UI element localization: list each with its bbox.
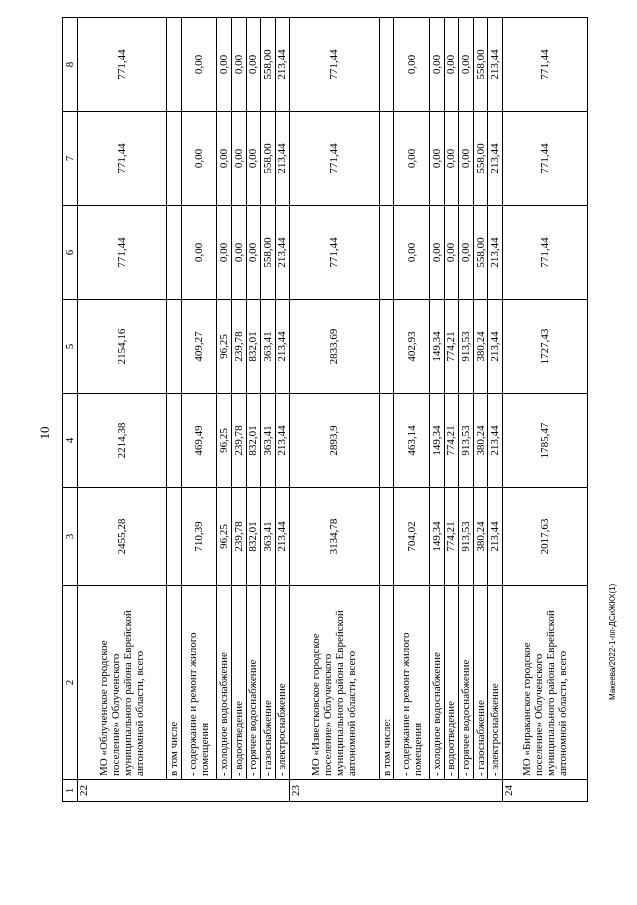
document-reference-text: Макеева/2022-1-пп-ДСиЖКХ(1)	[608, 583, 617, 700]
value-cell-c5: 2833,69	[290, 300, 380, 394]
value-cell-c3: 704,02	[394, 488, 430, 586]
row-label-cell: - горячее водоснабжение	[246, 586, 261, 780]
table-row	[246, 18, 261, 802]
row-index-cell: 22	[77, 780, 290, 802]
table-row	[473, 18, 488, 802]
row-label-cell: - электроснабжение	[488, 586, 503, 780]
value-cell-c7: 213,44	[275, 112, 290, 206]
value-cell-c8: 213,44	[488, 18, 503, 112]
row-label-cell: - газоснабжение	[473, 586, 488, 780]
header-cell: 7	[63, 112, 78, 206]
value-cell-c4: 363,41	[261, 394, 276, 488]
value-cell-c8: 213,44	[275, 18, 290, 112]
value-cell-c5: 380,24	[473, 300, 488, 394]
table-row	[261, 18, 276, 802]
row-label-cell: - холодное водоснабжение	[430, 586, 445, 780]
value-cell-c4: 96,25	[217, 394, 232, 488]
value-cell-c6: 771,44	[290, 206, 380, 300]
value-cell-c7	[167, 112, 182, 206]
value-cell-c7: 213,44	[488, 112, 503, 206]
row-label-cell: - электроснабжение	[275, 586, 290, 780]
value-cell-c7: 771,44	[502, 112, 587, 206]
value-cell-c6: 771,44	[77, 206, 167, 300]
value-cell-c5: 409,27	[181, 300, 217, 394]
value-cell-c7	[379, 112, 394, 206]
value-cell-c6	[167, 206, 182, 300]
value-cell-c8: 0,00	[217, 18, 232, 112]
rotated-table-container	[62, 18, 588, 802]
value-cell-c3: 380,24	[473, 488, 488, 586]
value-cell-c6	[379, 206, 394, 300]
value-cell-c4: 149,34	[430, 394, 445, 488]
value-cell-c3: 774,21	[444, 488, 459, 586]
value-cell-c4: 213,44	[275, 394, 290, 488]
table-row	[488, 18, 503, 802]
value-cell-c8: 771,44	[290, 18, 380, 112]
value-cell-c5: 363,41	[261, 300, 276, 394]
table-row	[181, 18, 217, 802]
value-cell-c3	[379, 488, 394, 586]
value-cell-c5	[167, 300, 182, 394]
header-cell: 3	[63, 488, 78, 586]
value-cell-c7: 0,00	[181, 112, 217, 206]
value-cell-c4: 239,78	[232, 394, 247, 488]
value-cell-c4: 2214,38	[77, 394, 167, 488]
value-cell-c5: 96,25	[217, 300, 232, 394]
row-label-cell: - холодное водоснабжение	[217, 586, 232, 780]
row-label-cell: - содержание и ремонт жилого помещения	[181, 586, 217, 780]
value-cell-c7: 0,00	[394, 112, 430, 206]
value-cell-c6: 0,00	[181, 206, 217, 300]
value-cell-c6: 0,00	[430, 206, 445, 300]
table-row	[232, 18, 247, 802]
value-cell-c4: 832,01	[246, 394, 261, 488]
value-cell-c3: 149,34	[430, 488, 445, 586]
table-row	[275, 18, 290, 802]
value-cell-c6: 0,00	[232, 206, 247, 300]
row-index-cell: 23	[290, 780, 503, 802]
value-cell-c3: 239,78	[232, 488, 247, 586]
row-label-cell: - газоснабжение	[261, 586, 276, 780]
page-number: 10	[37, 426, 52, 440]
value-cell-c6: 0,00	[246, 206, 261, 300]
row-index-cell: 24	[502, 780, 587, 802]
value-cell-c8: 0,00	[459, 18, 474, 112]
value-cell-c8: 0,00	[444, 18, 459, 112]
value-cell-c8	[167, 18, 182, 112]
value-cell-c7: 771,44	[290, 112, 380, 206]
value-cell-c5: 213,44	[488, 300, 503, 394]
value-cell-c8: 558,00	[261, 18, 276, 112]
value-cell-c5: 2154,16	[77, 300, 167, 394]
value-cell-c4	[167, 394, 182, 488]
row-label-cell: в том числе	[167, 586, 182, 780]
value-cell-c5: 402,93	[394, 300, 430, 394]
header-cell: 4	[63, 394, 78, 488]
table-row	[167, 18, 182, 802]
header-cell: 6	[63, 206, 78, 300]
value-cell-c3: 363,41	[261, 488, 276, 586]
value-cell-c7: 558,00	[261, 112, 276, 206]
value-cell-c6: 0,00	[444, 206, 459, 300]
value-cell-c7: 0,00	[459, 112, 474, 206]
table-row	[444, 18, 459, 802]
value-cell-c7: 0,00	[232, 112, 247, 206]
header-cell: 2	[63, 586, 78, 780]
value-cell-c3: 213,44	[488, 488, 503, 586]
header-cell: 1	[63, 780, 78, 802]
value-cell-c6: 558,00	[473, 206, 488, 300]
value-cell-c4: 463,14	[394, 394, 430, 488]
header-cell: 5	[63, 300, 78, 394]
value-cell-c8: 0,00	[181, 18, 217, 112]
table-header-row	[63, 18, 78, 802]
value-cell-c7: 0,00	[217, 112, 232, 206]
value-cell-c8: 0,00	[246, 18, 261, 112]
value-cell-c4: 380,24	[473, 394, 488, 488]
value-cell-c4: 1785,47	[502, 394, 587, 488]
value-cell-c6: 0,00	[394, 206, 430, 300]
value-cell-c3: 3134,78	[290, 488, 380, 586]
table-row	[77, 18, 167, 802]
row-label-cell: - водоотведение	[232, 586, 247, 780]
row-label-cell: в том числе:	[379, 586, 394, 780]
value-cell-c3: 96,25	[217, 488, 232, 586]
value-cell-c8: 771,44	[502, 18, 587, 112]
value-cell-c3: 710,39	[181, 488, 217, 586]
value-cell-c8: 0,00	[232, 18, 247, 112]
value-cell-c3: 2455,28	[77, 488, 167, 586]
value-cell-c5: 149,34	[430, 300, 445, 394]
value-cell-c6: 771,44	[502, 206, 587, 300]
table-row	[430, 18, 445, 802]
value-cell-c5: 913,53	[459, 300, 474, 394]
value-cell-c7: 0,00	[430, 112, 445, 206]
table-row	[217, 18, 232, 802]
row-label-cell: МО «Бираканское городское поселение» Облученского муниципального района Еврейской автономной области, всего	[502, 586, 587, 780]
value-cell-c6: 0,00	[217, 206, 232, 300]
row-label-cell: - содержание и ремонт жилого помещения	[394, 586, 430, 780]
table-row	[379, 18, 394, 802]
value-cell-c3: 913,53	[459, 488, 474, 586]
row-label-cell: - горячее водоснабжение	[459, 586, 474, 780]
value-cell-c8	[379, 18, 394, 112]
value-cell-c6: 213,44	[488, 206, 503, 300]
row-label-cell: - водоотведение	[444, 586, 459, 780]
value-cell-c8: 558,00	[473, 18, 488, 112]
table-row	[394, 18, 430, 802]
value-cell-c4	[379, 394, 394, 488]
value-cell-c3: 2017,63	[502, 488, 587, 586]
value-cell-c6: 0,00	[459, 206, 474, 300]
value-cell-c8: 0,00	[430, 18, 445, 112]
value-cell-c8: 0,00	[394, 18, 430, 112]
value-cell-c4: 913,53	[459, 394, 474, 488]
value-cell-c4: 2893,9	[290, 394, 380, 488]
value-cell-c3	[167, 488, 182, 586]
value-cell-c5: 213,44	[275, 300, 290, 394]
table-row	[459, 18, 474, 802]
value-cell-c4: 213,44	[488, 394, 503, 488]
value-cell-c5: 1727,43	[502, 300, 587, 394]
row-label-cell: МО «Облученское городское поселение» Облученского муниципального района Еврейской автономной области, всего	[77, 586, 167, 780]
value-cell-c5	[379, 300, 394, 394]
value-cell-c3: 832,01	[246, 488, 261, 586]
value-cell-c6: 558,00	[261, 206, 276, 300]
value-cell-c7: 558,00	[473, 112, 488, 206]
table-row	[502, 18, 587, 802]
value-cell-c5: 832,01	[246, 300, 261, 394]
tariff-table	[62, 17, 588, 802]
value-cell-c4: 469,49	[181, 394, 217, 488]
header-cell: 8	[63, 18, 78, 112]
value-cell-c6: 213,44	[275, 206, 290, 300]
value-cell-c8: 771,44	[77, 18, 167, 112]
value-cell-c4: 774,21	[444, 394, 459, 488]
value-cell-c5: 774,21	[444, 300, 459, 394]
value-cell-c5: 239,78	[232, 300, 247, 394]
value-cell-c3: 213,44	[275, 488, 290, 586]
table-row	[290, 18, 380, 802]
value-cell-c7: 771,44	[77, 112, 167, 206]
value-cell-c7: 0,00	[246, 112, 261, 206]
value-cell-c7: 0,00	[444, 112, 459, 206]
row-label-cell: МО «Известковское городское поселение» Облученского муниципального района Еврейской автономной области, всего	[290, 586, 380, 780]
